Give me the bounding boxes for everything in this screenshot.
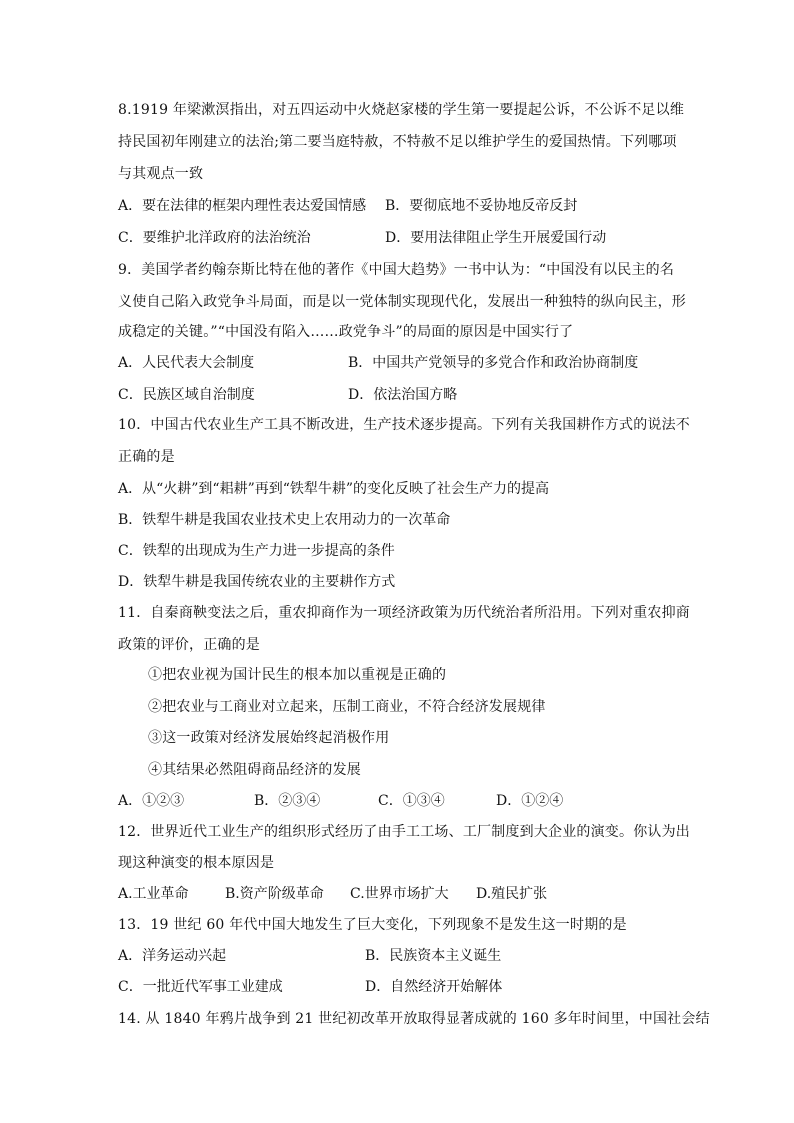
q11-stem-line-1: 11．自秦商鞅变法之后，重农抑商作为一项经济政策为历代统治者所沿用。下列对重农抑商: [118, 605, 691, 621]
q12-stem-line-1: 12．世界近代工业生产的组织形式经历了由手工工场、工厂制度到大企业的演变。你认为出: [118, 824, 691, 840]
q8-stem-line-2: 持民国初年刚建立的法治;第二要当庭特赦，不特赦不足以维护学生的爱国热情。下列哪项: [118, 134, 677, 150]
q12-option-a: A.工业革命: [118, 886, 189, 902]
q11-option-b: B．②③④: [254, 793, 321, 809]
q11-option-c: C．①③④: [378, 793, 445, 809]
q13-stem-line-1: 13．19 世纪 60 年代中国大地发生了巨大变化，下列现象不是发生这一时期的是: [118, 917, 627, 933]
q9-option-a: A．人民代表大会制度: [118, 355, 255, 371]
q8-option-a: A．要在法律的框架内理性表达爱国情感: [118, 198, 367, 214]
q12-option-b: B.资产阶级革命: [225, 886, 324, 902]
q10-option-d: D．铁犁牛耕是我国传统农业的主要耕作方式: [118, 574, 396, 590]
q11-option-d: D．①②④: [496, 793, 564, 809]
q9-stem-line-2: 义使自己陷入政党争斗局面，而是以一党体制实现现代化，发展出一种独特的纵向民主，形: [118, 294, 686, 310]
q9-option-d: D．依法治国方略: [348, 387, 458, 403]
q8-option-c: C．要维护北洋政府的法治统治: [118, 230, 311, 246]
q11-item-1: ①把农业视为国计民生的根本加以重视是正确的: [148, 667, 447, 683]
q11-item-4: ④其结果必然阻碍商品经济的发展: [148, 762, 361, 778]
q12-option-c: C.世界市场扩大: [350, 886, 449, 902]
q11-item-2: ②把农业与工商业对立起来，压制工商业，不符合经济发展规律: [148, 699, 546, 715]
q13-option-b: B．民族资本主义诞生: [365, 948, 502, 964]
q11-option-a: A．①②③: [118, 793, 185, 809]
q9-stem-line-3: 成稳定的关键。”“中国没有陷入……政党争斗”的局面的原因是中国实行了: [118, 324, 574, 340]
q12-option-d: D.殖民扩张: [476, 886, 548, 902]
q13-option-d: D．自然经济开始解体: [365, 979, 503, 995]
q9-option-b: B．中国共产党领导的多党合作和政治协商制度: [348, 355, 639, 371]
q13-option-c: C．一批近代军事工业建成: [118, 979, 283, 995]
q8-stem-line-3: 与其观点一致: [118, 166, 204, 182]
q9-option-c: C．民族区域自治制度: [118, 387, 255, 403]
q13-option-a: A．洋务运动兴起: [118, 948, 227, 964]
q9-stem-line-1: 9．美国学者约翰奈斯比特在他的著作《中国大趋势》一书中认为：“中国没有以民主的名: [118, 262, 675, 278]
q8-option-b: B．要彻底地不妥协地反帝反封: [385, 198, 578, 214]
q14-stem-line-1: 14. 从 1840 年鸦片战争到 21 世纪初改革开放取得显著成就的 160 多年时间里，中国社会结: [118, 1011, 710, 1027]
q11-stem-line-2: 政策的评价，正确的是: [118, 637, 260, 653]
q10-stem-line-2: 正确的是: [118, 449, 175, 465]
q10-option-b: B．铁犁牛耕是我国农业技术史上农用动力的一次革命: [118, 512, 451, 528]
q10-option-a: A．从“火耕”到“耜耕”再到“铁犁牛耕”的变化反映了社会生产力的提高: [118, 481, 550, 497]
q8-stem-line-1: 8.1919 年梁漱溟指出，对五四运动中火烧赵家楼的学生第一要提起公诉，不公诉不足以维: [118, 102, 685, 118]
q11-item-3: ③这一政策对经济发展始终起消极作用: [148, 730, 390, 746]
q8-option-d: D．要用法律阻止学生开展爱国行动: [385, 230, 607, 246]
q10-stem-line-1: 10．中国古代农业生产工具不断改进，生产技术逐步提高。下列有关我国耕作方式的说法不: [118, 417, 691, 433]
q10-option-c: C．铁犁的出现成为生产力进一步提高的条件: [118, 543, 395, 559]
q12-stem-line-2: 现这种演变的根本原因是: [118, 855, 275, 871]
